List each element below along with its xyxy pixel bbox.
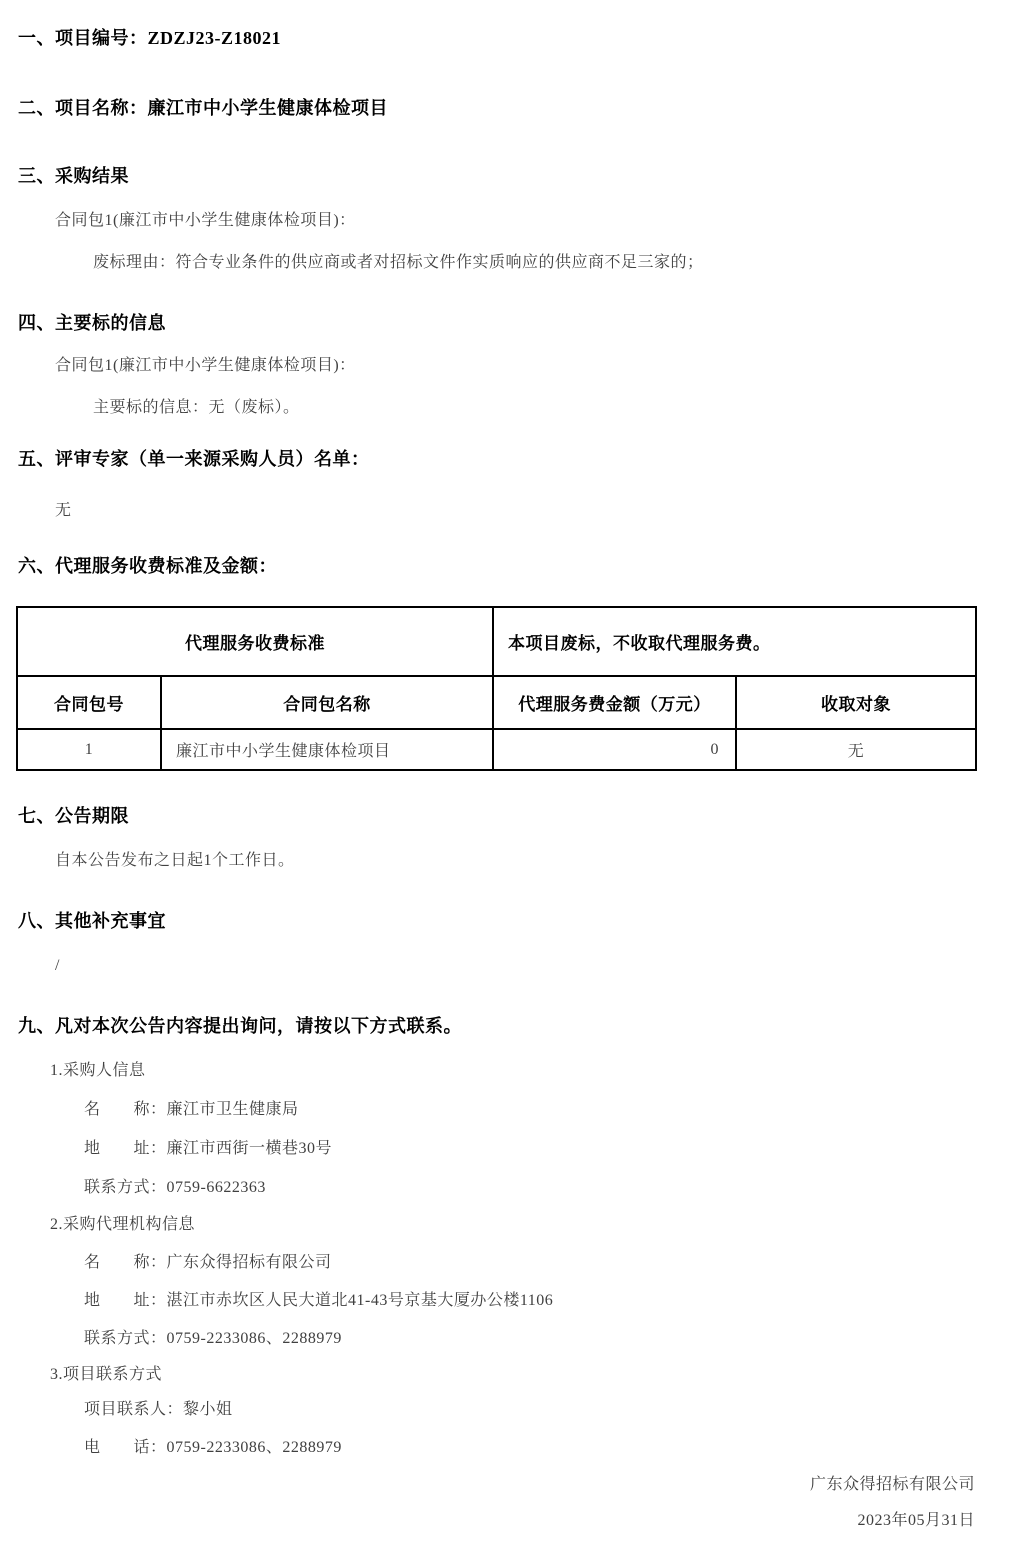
section-5-heading: 五、评审专家（单一来源采购人员）名单： xyxy=(18,449,370,469)
cell-package-name: 廉江市中小学生健康体检项目 xyxy=(161,729,493,770)
section-4-package-line: 合同包1(廉江市中小学生健康体检项目)： xyxy=(55,357,356,374)
project-phone-line: 电 话：0759-2233086、2288979 xyxy=(84,1439,342,1456)
section-1-heading: 一、项目编号：ZDZJ23-Z18021 xyxy=(18,28,282,48)
section-4-heading: 四、主要标的信息 xyxy=(18,313,166,333)
cell-fee-amount: 0 xyxy=(493,729,736,770)
section-8-heading: 八、其他补充事宜 xyxy=(18,911,166,931)
fee-note-header-cell: 本项目废标，不收取代理服务费。 xyxy=(493,607,976,676)
fee-table-merged-header-row xyxy=(17,607,976,676)
fee-table xyxy=(16,606,977,771)
section-6-heading: 六、代理服务收费标准及金额： xyxy=(18,556,277,576)
project-contact-person-line: 项目联系人：黎小姐 xyxy=(84,1401,233,1418)
section-3-heading: 三、采购结果 xyxy=(18,166,129,186)
section-7-heading: 七、公告期限 xyxy=(18,806,129,826)
section-3-package-line: 合同包1(廉江市中小学生健康体检项目)： xyxy=(55,212,356,229)
column-header-charged-party: 收取对象 xyxy=(736,676,976,729)
section-9-heading: 九、凡对本次公告内容提出询问，请按以下方式联系。 xyxy=(18,1016,462,1036)
agency-address-line: 地 址：湛江市赤坎区人民大道北41-43号京基大厦办公楼1106 xyxy=(84,1292,554,1309)
cell-package-no: 1 xyxy=(17,729,161,770)
column-header-fee-amount: 代理服务费金额（万元） xyxy=(493,676,736,729)
footer-company: 广东众得招标有限公司 xyxy=(809,1476,975,1493)
section-2-heading: 二、项目名称：廉江市中小学生健康体检项目 xyxy=(18,98,388,118)
agency-name-line: 名 称：广东众得招标有限公司 xyxy=(84,1254,332,1271)
purchaser-name-line: 名 称：廉江市卫生健康局 xyxy=(84,1101,299,1118)
project-contact-heading: 3.项目联系方式 xyxy=(50,1366,163,1383)
agency-contact-line: 联系方式：0759-2233086、2288979 xyxy=(84,1330,342,1347)
fee-table-column-header-row xyxy=(17,676,976,729)
cell-charged-party: 无 xyxy=(736,729,976,770)
section-8-note-line: / xyxy=(55,957,60,974)
purchaser-info-heading: 1.采购人信息 xyxy=(50,1062,146,1079)
column-header-package-name: 合同包名称 xyxy=(161,676,493,729)
section-5-expert-list: 无 xyxy=(55,502,72,519)
footer-date: 2023年05月31日 xyxy=(857,1512,975,1529)
section-7-period-line: 自本公告发布之日起1个工作日。 xyxy=(55,852,295,869)
section-3-reason-line: 废标理由：符合专业条件的供应商或者对招标文件作实质响应的供应商不足三家的； xyxy=(93,254,704,271)
column-header-package-no: 合同包号 xyxy=(17,676,161,729)
agency-info-heading: 2.采购代理机构信息 xyxy=(50,1216,196,1233)
purchaser-contact-line: 联系方式：0759-6622363 xyxy=(84,1179,266,1196)
section-4-info-line: 主要标的信息：无（废标）。 xyxy=(93,399,300,416)
purchaser-address-line: 地 址：廉江市西街一横巷30号 xyxy=(84,1140,333,1157)
fee-standard-header-cell: 代理服务收费标准 xyxy=(17,607,493,676)
fee-table-data-row xyxy=(17,729,976,770)
